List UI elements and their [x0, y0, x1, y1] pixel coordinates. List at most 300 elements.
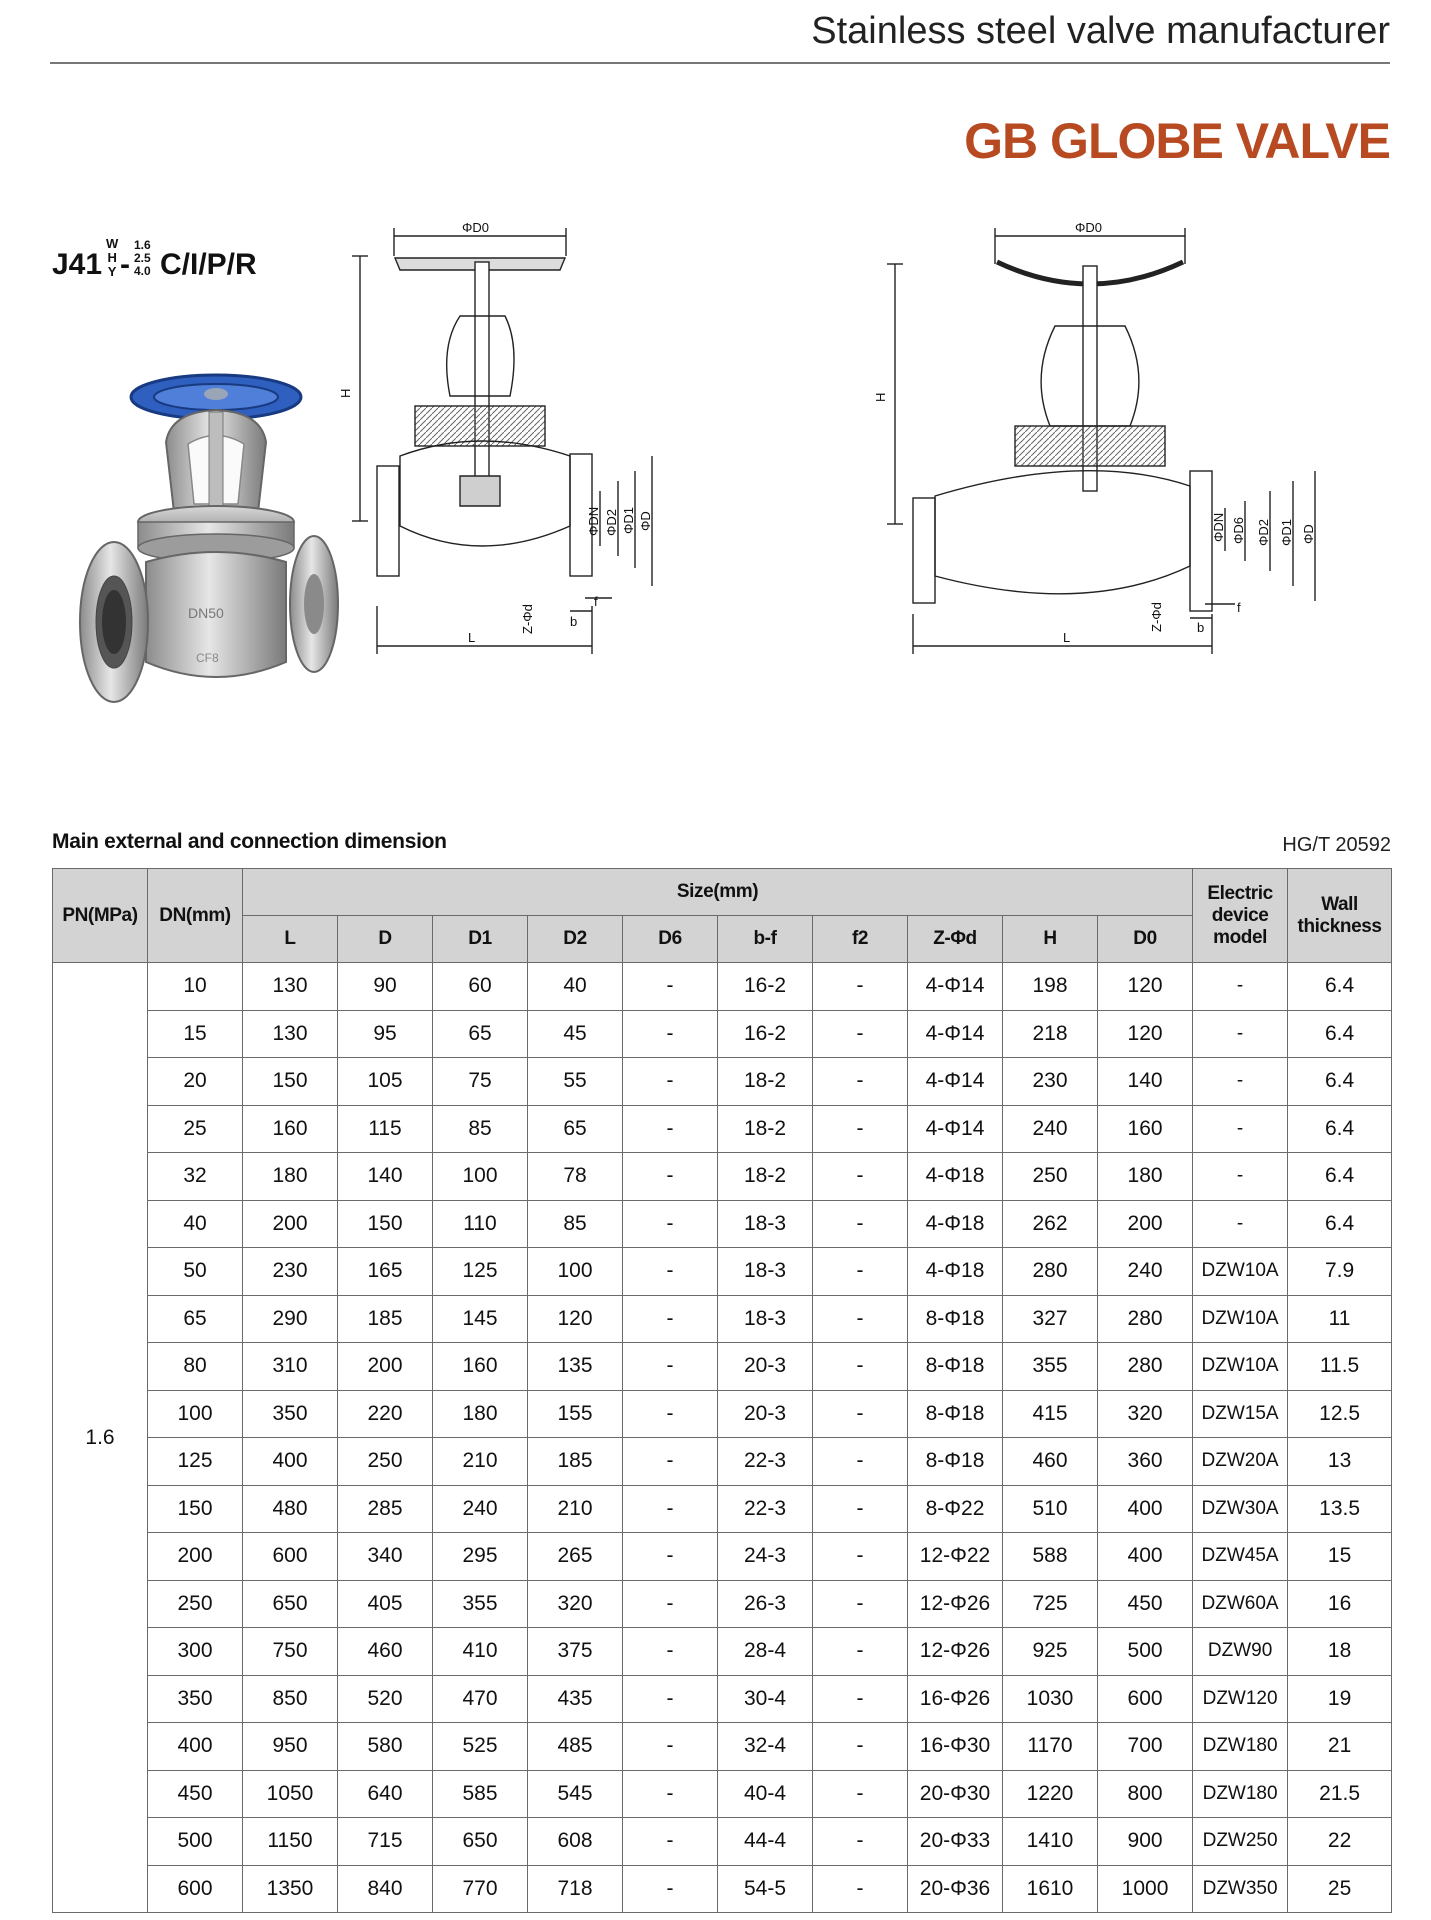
table-cell: 500 [1098, 1628, 1193, 1676]
table-cell: 545 [528, 1770, 623, 1818]
table-cell: 450 [148, 1770, 243, 1818]
table-cell: 50 [148, 1248, 243, 1296]
table-cell: 400 [148, 1723, 243, 1771]
table-cell: 1000 [1098, 1865, 1193, 1913]
table-cell: 16-2 [718, 1010, 813, 1058]
table-cell: 4-Φ18 [908, 1153, 1003, 1201]
dimension-table [52, 868, 1392, 1913]
table-row [53, 1580, 1392, 1628]
table-cell: 30-4 [718, 1675, 813, 1723]
table-cell: - [813, 1533, 908, 1581]
table-cell: 8-Φ18 [908, 1295, 1003, 1343]
label-l-a: L [468, 630, 476, 645]
header-size-col: Z-Φd [908, 916, 1003, 963]
table-cell: 640 [338, 1770, 433, 1818]
table-cell: 588 [1003, 1533, 1098, 1581]
table-cell: 470 [433, 1675, 528, 1723]
table-cell: 450 [1098, 1580, 1193, 1628]
table-row [53, 1200, 1392, 1248]
table-cell: 750 [243, 1628, 338, 1676]
table-cell: 850 [243, 1675, 338, 1723]
model-suffix: C/I/P/R [160, 248, 257, 281]
table-row [53, 963, 1392, 1011]
table-cell: - [813, 1390, 908, 1438]
table-cell: - [813, 1343, 908, 1391]
table-cell: 25 [1288, 1865, 1392, 1913]
table-cell: 585 [433, 1770, 528, 1818]
table-cell: 180 [433, 1390, 528, 1438]
table-cell: - [623, 963, 718, 1011]
table-cell: 25 [148, 1105, 243, 1153]
table-cell: 350 [148, 1675, 243, 1723]
table-cell: - [813, 1105, 908, 1153]
table-row [53, 1153, 1392, 1201]
table-row [53, 1010, 1392, 1058]
table-cell: 400 [1098, 1533, 1193, 1581]
table-cell: 200 [338, 1343, 433, 1391]
table-cell: 18-3 [718, 1200, 813, 1248]
top-divider [50, 62, 1390, 64]
table-row [53, 1485, 1392, 1533]
header-size-col: H [1003, 916, 1098, 963]
label-h-a: H [338, 388, 353, 398]
table-cell: 15 [148, 1010, 243, 1058]
table-cell: 20 [148, 1058, 243, 1106]
table-cell: 200 [148, 1533, 243, 1581]
table-row [53, 1438, 1392, 1486]
label-d-b: ΦD [1301, 524, 1316, 544]
table-cell: 900 [1098, 1818, 1193, 1866]
table-cell: 925 [1003, 1628, 1098, 1676]
table-cell: 700 [1098, 1723, 1193, 1771]
model-media-h: H [107, 250, 117, 265]
table-cell: 24-3 [718, 1533, 813, 1581]
table-row [53, 1343, 1392, 1391]
table-cell: 18-3 [718, 1248, 813, 1296]
table-cell: 185 [528, 1438, 623, 1486]
table-cell: 280 [1098, 1295, 1193, 1343]
table-cell: 40 [148, 1200, 243, 1248]
table-cell: 21 [1288, 1723, 1392, 1771]
table-cell: - [623, 1485, 718, 1533]
label-zd-a: Z-Φd [520, 604, 535, 634]
table-row [53, 1390, 1392, 1438]
table-cell: 165 [338, 1248, 433, 1296]
table-cell: - [813, 1818, 908, 1866]
table-cell: 210 [528, 1485, 623, 1533]
model-media-y: Y [107, 264, 117, 279]
table-cell: DZW15A [1193, 1390, 1288, 1438]
table-cell: 198 [1003, 963, 1098, 1011]
table-cell: 85 [528, 1200, 623, 1248]
table-cell: 525 [433, 1723, 528, 1771]
table-cell: 6.4 [1288, 963, 1392, 1011]
table-cell: 140 [1098, 1058, 1193, 1106]
table-cell: DZW10A [1193, 1343, 1288, 1391]
table-cell: 44-4 [718, 1818, 813, 1866]
table-cell: 65 [528, 1105, 623, 1153]
table-cell: - [623, 1628, 718, 1676]
label-d6-b: ΦD6 [1231, 517, 1246, 544]
table-cell: 200 [1098, 1200, 1193, 1248]
pn-cell: 1.6 [53, 963, 148, 1913]
table-cell: 355 [1003, 1343, 1098, 1391]
table-cell: 600 [243, 1533, 338, 1581]
table-cell: 100 [148, 1390, 243, 1438]
table-cell: 78 [528, 1153, 623, 1201]
table-cell: 8-Φ18 [908, 1343, 1003, 1391]
table-cell: 400 [243, 1438, 338, 1486]
table-cell: 18-2 [718, 1058, 813, 1106]
table-row [53, 1675, 1392, 1723]
table-cell: 6.4 [1288, 1200, 1392, 1248]
table-cell: 90 [338, 963, 433, 1011]
label-f-b: f [1237, 600, 1241, 615]
top-bar [50, 8, 1390, 64]
table-cell: 26-3 [718, 1580, 813, 1628]
header-size-col: b-f [718, 916, 813, 963]
table-cell: 4-Φ14 [908, 1010, 1003, 1058]
table-cell: 16-2 [718, 963, 813, 1011]
table-cell: 120 [528, 1295, 623, 1343]
brand-tagline: Stainless steel valve manufacturer [811, 10, 1390, 52]
table-cell: 150 [148, 1485, 243, 1533]
table-cell: - [813, 1200, 908, 1248]
table-cell: 65 [433, 1010, 528, 1058]
table-cell: 220 [338, 1390, 433, 1438]
table-cell: - [623, 1580, 718, 1628]
label-f-a: f [594, 594, 598, 609]
table-cell: 60 [433, 963, 528, 1011]
table-cell: 40 [528, 963, 623, 1011]
table-cell: 600 [1098, 1675, 1193, 1723]
table-cell: 650 [433, 1818, 528, 1866]
table-cell: DZW90 [1193, 1628, 1288, 1676]
table-cell: 4-Φ14 [908, 1105, 1003, 1153]
table-row [53, 1818, 1392, 1866]
table-cell: - [623, 1438, 718, 1486]
table-cell: 718 [528, 1865, 623, 1913]
table-cell: 218 [1003, 1010, 1098, 1058]
table-cell: DZW180 [1193, 1770, 1288, 1818]
table-cell: - [1193, 1153, 1288, 1201]
table-row [53, 1058, 1392, 1106]
table-cell: 11.5 [1288, 1343, 1392, 1391]
model-pressure-25: 2.5 [134, 251, 151, 265]
table-cell: 6.4 [1288, 1153, 1392, 1201]
table-cell: 130 [243, 1010, 338, 1058]
table-cell: 1150 [243, 1818, 338, 1866]
header-size-col: D [338, 916, 433, 963]
table-cell: 45 [528, 1010, 623, 1058]
header-electric: Electric device model [1193, 869, 1288, 963]
table-cell: 950 [243, 1723, 338, 1771]
table-cell: 22 [1288, 1818, 1392, 1866]
table-cell: 240 [1098, 1248, 1193, 1296]
label-d0-a: ΦD0 [462, 220, 489, 235]
table-cell: 4-Φ18 [908, 1200, 1003, 1248]
table-row [53, 1770, 1392, 1818]
table-cell: 185 [338, 1295, 433, 1343]
table-cell: 125 [148, 1438, 243, 1486]
table-cell: 13.5 [1288, 1485, 1392, 1533]
table-cell: 230 [1003, 1058, 1098, 1106]
table-row [53, 1248, 1392, 1296]
table-cell: 485 [528, 1723, 623, 1771]
model-base: J41 [52, 248, 103, 281]
table-cell: 13 [1288, 1438, 1392, 1486]
table-cell: 85 [433, 1105, 528, 1153]
table-cell: 150 [243, 1058, 338, 1106]
table-cell: - [623, 1200, 718, 1248]
table-cell: - [1193, 1010, 1288, 1058]
table-cell: - [1193, 1200, 1288, 1248]
table-cell: 20-3 [718, 1343, 813, 1391]
table-cell: 22-3 [718, 1438, 813, 1486]
table-row [53, 1105, 1392, 1153]
table-cell: 40-4 [718, 1770, 813, 1818]
table-cell: - [813, 1628, 908, 1676]
table-cell: - [813, 1770, 908, 1818]
table-cell: 155 [528, 1390, 623, 1438]
table-cell: 210 [433, 1438, 528, 1486]
label-zd-b: Z-Φd [1149, 602, 1164, 632]
table-cell: - [623, 1105, 718, 1153]
table-cell: - [623, 1533, 718, 1581]
table-row [53, 1865, 1392, 1913]
table-cell: 320 [1098, 1390, 1193, 1438]
table-cell: 725 [1003, 1580, 1098, 1628]
table-cell: - [623, 1248, 718, 1296]
header-size-col: D2 [528, 916, 623, 963]
table-cell: - [623, 1865, 718, 1913]
table-cell: 12-Φ26 [908, 1628, 1003, 1676]
table-cell: 95 [338, 1010, 433, 1058]
table-cell: 4-Φ14 [908, 1058, 1003, 1106]
label-d2-a: ΦD2 [604, 509, 619, 536]
header-dn: DN(mm) [148, 869, 243, 963]
table-cell: 770 [433, 1865, 528, 1913]
table-cell: DZW120 [1193, 1675, 1288, 1723]
label-d-a: ΦD [638, 511, 653, 531]
table-cell: 285 [338, 1485, 433, 1533]
table-cell: 160 [433, 1343, 528, 1391]
table-cell: 21.5 [1288, 1770, 1392, 1818]
table-cell: 15 [1288, 1533, 1392, 1581]
table-cell: 4-Φ14 [908, 963, 1003, 1011]
table-cell: - [813, 1485, 908, 1533]
model-pressure-40: 4.0 [134, 264, 151, 278]
table-cell: 310 [243, 1343, 338, 1391]
table-cell: 20-Φ36 [908, 1865, 1003, 1913]
table-cell: - [1193, 963, 1288, 1011]
table-cell: DZW60A [1193, 1580, 1288, 1628]
photo-body-mark: DN50 [188, 605, 224, 621]
table-cell: - [1193, 1058, 1288, 1106]
table-cell: 16 [1288, 1580, 1392, 1628]
table-cell: - [623, 1010, 718, 1058]
model-media-w: W [106, 236, 119, 251]
table-cell: 4-Φ18 [908, 1248, 1003, 1296]
table-cell: 1050 [243, 1770, 338, 1818]
table-cell: 20-3 [718, 1390, 813, 1438]
label-d1-a: ΦD1 [621, 507, 636, 534]
table-cell: 480 [243, 1485, 338, 1533]
model-dash: - [120, 248, 130, 281]
table-cell: 250 [148, 1580, 243, 1628]
table-cell: DZW20A [1193, 1438, 1288, 1486]
table-cell: 360 [1098, 1438, 1193, 1486]
header-size-col: D6 [623, 916, 718, 963]
photo-flange-mark: CF8 [196, 651, 219, 665]
table-cell: 280 [1098, 1343, 1193, 1391]
table-cell: 460 [1003, 1438, 1098, 1486]
table-cell: 55 [528, 1058, 623, 1106]
table-cell: 1030 [1003, 1675, 1098, 1723]
table-cell: 8-Φ18 [908, 1438, 1003, 1486]
label-d0-b: ΦD0 [1075, 220, 1102, 235]
table-cell: 6.4 [1288, 1010, 1392, 1058]
table-cell: 800 [1098, 1770, 1193, 1818]
table-cell: 12.5 [1288, 1390, 1392, 1438]
valve-photo [76, 372, 346, 752]
table-cell: - [623, 1390, 718, 1438]
table-cell: - [813, 1153, 908, 1201]
label-b-b: b [1197, 620, 1205, 635]
table-cell: 460 [338, 1628, 433, 1676]
table-cell: - [813, 1580, 908, 1628]
table-cell: - [623, 1343, 718, 1391]
table-cell: - [623, 1770, 718, 1818]
table-cell: - [813, 1865, 908, 1913]
table-cell: - [623, 1675, 718, 1723]
section-drawing-large [873, 220, 1395, 816]
table-cell: 105 [338, 1058, 433, 1106]
table-cell: 12-Φ22 [908, 1533, 1003, 1581]
table-cell: - [813, 1058, 908, 1106]
model-pressure-16: 1.6 [134, 238, 151, 252]
table-cell: 400 [1098, 1485, 1193, 1533]
table-cell: DZW250 [1193, 1818, 1288, 1866]
table-cell: - [623, 1295, 718, 1343]
table-cell: 600 [148, 1865, 243, 1913]
table-cell: - [623, 1153, 718, 1201]
table-cell: 18 [1288, 1628, 1392, 1676]
table-cell: 20-Φ30 [908, 1770, 1003, 1818]
table-cell: 160 [1098, 1105, 1193, 1153]
table-cell: 10 [148, 963, 243, 1011]
table-cell: 340 [338, 1533, 433, 1581]
table-cell: 16-Φ30 [908, 1723, 1003, 1771]
table-cell: 355 [433, 1580, 528, 1628]
table-cell: 8-Φ18 [908, 1390, 1003, 1438]
table-cell: 160 [243, 1105, 338, 1153]
table-cell: 7.9 [1288, 1248, 1392, 1296]
table-row [53, 1628, 1392, 1676]
table-cell: 140 [338, 1153, 433, 1201]
table-row [53, 1533, 1392, 1581]
header-pn: PN(MPa) [53, 869, 148, 963]
table-cell: 115 [338, 1105, 433, 1153]
table-cell: 19 [1288, 1675, 1392, 1723]
label-l-b: L [1063, 630, 1071, 645]
table-cell: 1410 [1003, 1818, 1098, 1866]
table-cell: 200 [243, 1200, 338, 1248]
table-cell: 320 [528, 1580, 623, 1628]
table-cell: - [813, 1295, 908, 1343]
table-cell: - [813, 963, 908, 1011]
table-cell: 110 [433, 1200, 528, 1248]
table-cell: 500 [148, 1818, 243, 1866]
label-d2-b: ΦD2 [1256, 519, 1271, 546]
table-cell: 145 [433, 1295, 528, 1343]
table-cell: 327 [1003, 1295, 1098, 1343]
table-cell: 410 [433, 1628, 528, 1676]
table-cell: 28-4 [718, 1628, 813, 1676]
table-cell: 1610 [1003, 1865, 1098, 1913]
table-cell: 120 [1098, 1010, 1193, 1058]
table-cell: 250 [338, 1438, 433, 1486]
header-size-col: f2 [813, 916, 908, 963]
table-cell: - [813, 1010, 908, 1058]
table-cell: 150 [338, 1200, 433, 1248]
table-cell: 135 [528, 1343, 623, 1391]
table-cell: 295 [433, 1533, 528, 1581]
header-size-col: D0 [1098, 916, 1193, 963]
model-media-stack [106, 237, 118, 279]
table-cell: 180 [243, 1153, 338, 1201]
table-cell: - [1193, 1105, 1288, 1153]
table-cell: - [813, 1675, 908, 1723]
page-title: GB GLOBE VALVE [964, 113, 1390, 169]
table-cell: - [813, 1723, 908, 1771]
table-cell: DZW180 [1193, 1723, 1288, 1771]
table-cell: 11 [1288, 1295, 1392, 1343]
table-cell: 1350 [243, 1865, 338, 1913]
table-cell: 405 [338, 1580, 433, 1628]
label-h-b: H [873, 392, 888, 402]
table-cell: 80 [148, 1343, 243, 1391]
header-size-col: L [243, 916, 338, 963]
table-cell: 180 [1098, 1153, 1193, 1201]
table-cell: 350 [243, 1390, 338, 1438]
table-cell: 18-2 [718, 1105, 813, 1153]
table-cell: 20-Φ33 [908, 1818, 1003, 1866]
table-cell: 650 [243, 1580, 338, 1628]
table-cell: 520 [338, 1675, 433, 1723]
table-cell: 715 [338, 1818, 433, 1866]
table-cell: 435 [528, 1675, 623, 1723]
table-cell: 32-4 [718, 1723, 813, 1771]
table-cell: 250 [1003, 1153, 1098, 1201]
standard-label: HG/T 20592 [1282, 834, 1391, 856]
table-cell: 240 [1003, 1105, 1098, 1153]
table-cell: 415 [1003, 1390, 1098, 1438]
table-cell: - [623, 1058, 718, 1106]
table-cell: 100 [528, 1248, 623, 1296]
table-cell: 75 [433, 1058, 528, 1106]
table-cell: 6.4 [1288, 1105, 1392, 1153]
table-cell: DZW10A [1193, 1295, 1288, 1343]
table-cell: - [813, 1438, 908, 1486]
table-row [53, 1723, 1392, 1771]
header-size-group: Size(mm) [243, 869, 1193, 916]
table-cell: 65 [148, 1295, 243, 1343]
table-cell: - [623, 1818, 718, 1866]
table-cell: 230 [243, 1248, 338, 1296]
table-cell: 16-Φ26 [908, 1675, 1003, 1723]
table-cell: 608 [528, 1818, 623, 1866]
